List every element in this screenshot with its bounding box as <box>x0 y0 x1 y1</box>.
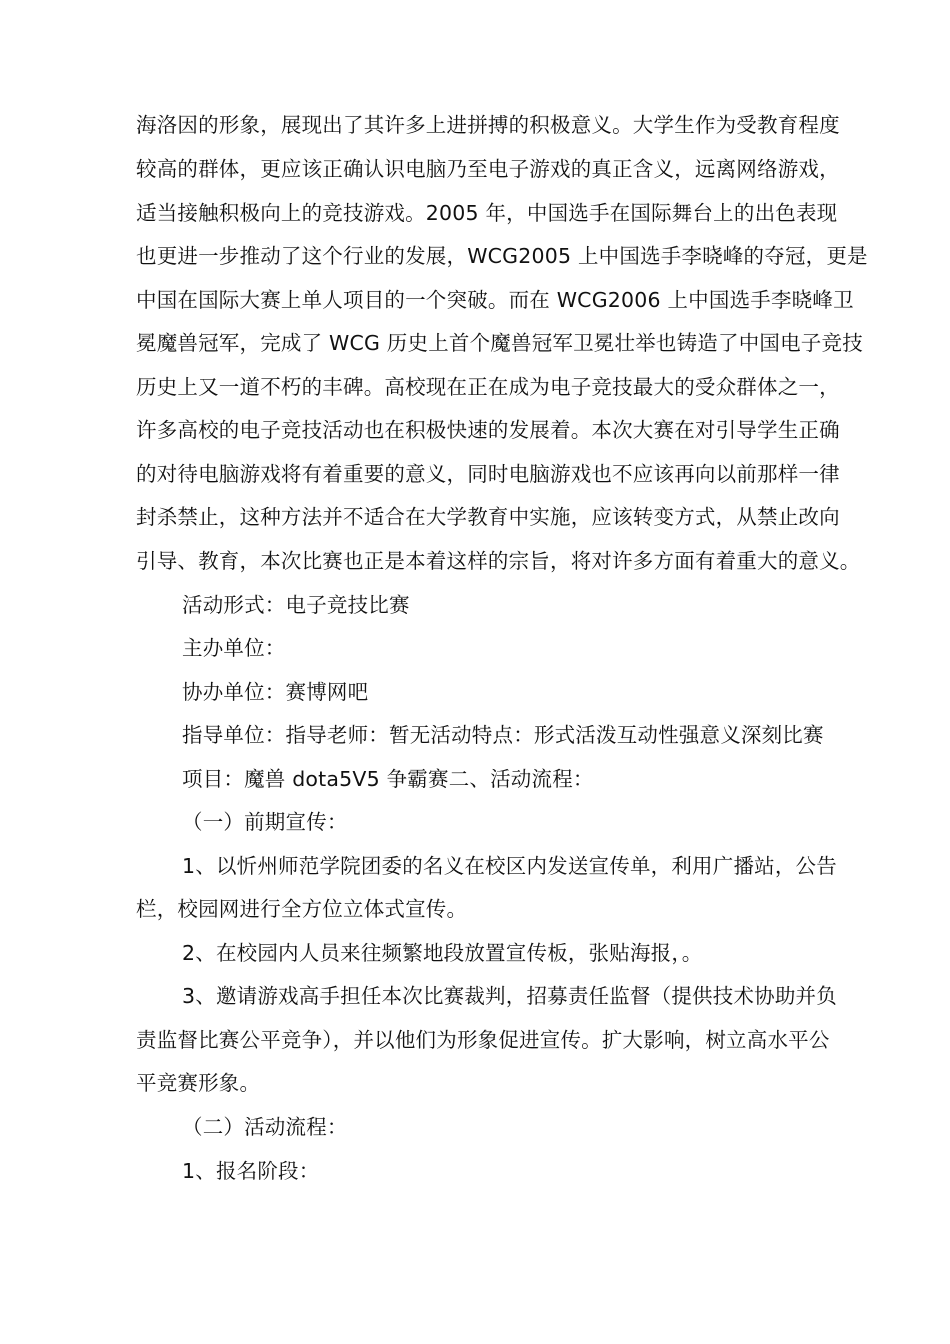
body-text-line: 较高的群体，更应该正确认识电脑乃至电子游戏的真正含义，远离网络游戏， <box>136 157 840 181</box>
list-item-line: 2、在校园内人员来往频繁地段放置宣传板，张贴海报，。 <box>182 941 703 965</box>
project-line: 项目：魔兽 dota5V5 争霸赛二、活动流程： <box>182 767 594 791</box>
activity-form-line: 活动形式：电子竞技比赛 <box>182 593 410 617</box>
body-text-line: 历史上又一道不朽的丰碑。高校现在正在成为电子竞技最大的受众群体之一， <box>136 375 840 399</box>
body-text-line: 引导、教育，本次比赛也正是本着这样的宗旨，将对许多方面有着重大的意义。 <box>136 549 861 573</box>
list-item-line: 1、报名阶段： <box>182 1159 320 1183</box>
list-item-line: 责监督比赛公平竞争），并以他们为形象促进宣传。扩大影响，树立高水平公 <box>136 1028 830 1052</box>
body-text-line: 封杀禁止，这种方法并不适合在大学教育中实施，应该转变方式，从禁止改向 <box>136 505 840 529</box>
body-text-line: 适当接触积极向上的竞技游戏。2005 年，中国选手在国际舞台上的出色表现 <box>136 201 838 225</box>
section-heading: （一）前期宣传： <box>182 810 348 834</box>
section-heading: （二）活动流程： <box>182 1115 348 1139</box>
list-item-line: 3、邀请游戏高手担任本次比赛裁判，招募责任监督（提供技术协助并负 <box>182 984 837 1008</box>
body-text-line: 许多高校的电子竞技活动也在积极快速的发展着。本次大赛在对引导学生正确 <box>136 418 840 442</box>
organizer-line: 主办单位： <box>182 636 286 660</box>
guidance-unit-line: 指导单位：指导老师：暂无活动特点：形式活泼互动性强意义深刻比赛 <box>182 723 824 747</box>
body-text-line: 海洛因的形象，展现出了其许多上进拼搏的积极意义。大学生作为受教育程度 <box>136 113 840 137</box>
list-item-line: 栏，校园网进行全方位立体式宣传。 <box>136 897 468 921</box>
list-item-line: 1、以忻州师范学院团委的名义在校区内发送宣传单，利用广播站，公告 <box>182 854 837 878</box>
body-text-line: 中国在国际大赛上单人项目的一个突破。而在 WCG2006 上中国选手李晓峰卫 <box>136 288 854 312</box>
body-text-line: 的对待电脑游戏将有着重要的意义，同时电脑游戏也不应该再向以前那样一律 <box>136 462 840 486</box>
list-item-line: 平竞赛形象。 <box>136 1071 261 1095</box>
body-text-line: 也更进一步推动了这个行业的发展，WCG2005 上中国选手李晓峰的夺冠，更是 <box>136 244 868 268</box>
body-text-line: 冕魔兽冠军，完成了 WCG 历史上首个魔兽冠军卫冕壮举也铸造了中国电子竞技 <box>136 331 863 355</box>
co-organizer-line: 协办单位：赛博网吧 <box>182 680 369 704</box>
